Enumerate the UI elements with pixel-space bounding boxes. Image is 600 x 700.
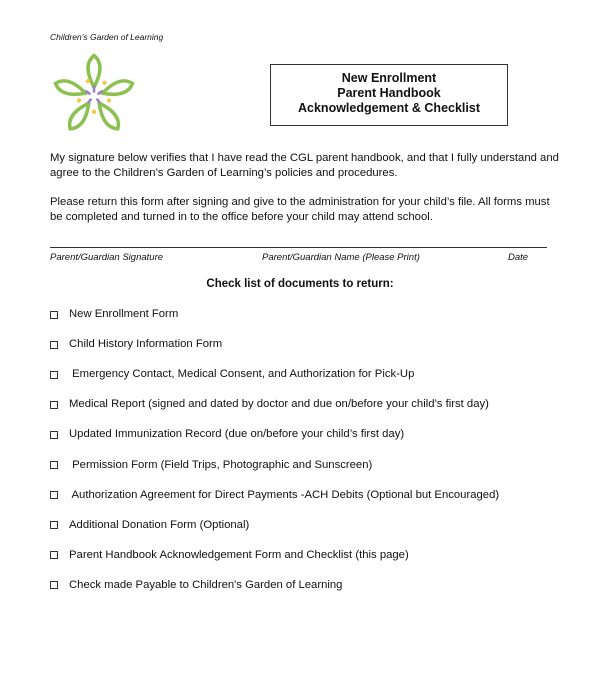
checklist-item (50, 489, 499, 501)
checklist-item-label: Child History Information Form (69, 338, 223, 351)
name-label: Parent/Guardian Name (Please Print) (262, 252, 420, 263)
checkbox[interactable] (50, 551, 58, 559)
return-instructions-paragraph: Please return this form after signing and give to the administration for your child’s file. All forms must be completed and turned in to the office before your child may attend school. (50, 196, 550, 223)
checkbox[interactable] (50, 461, 58, 469)
checklist-item (50, 308, 178, 320)
checklist-item-label: Check made Payable to Children's Garden of Learning (69, 578, 343, 591)
checklist-item (50, 428, 404, 440)
checklist-heading: Check list of documents to return: (206, 278, 394, 290)
title-line-3: Acknowledgement & Checklist (298, 101, 480, 115)
checklist-item (50, 368, 414, 380)
form-title-box (270, 64, 508, 126)
checklist-item-label: Authorization Agreement for Direct Payments -ACH Debits (Optional but Encouraged) (69, 488, 500, 501)
checkbox[interactable] (50, 401, 58, 409)
checklist-item (50, 338, 222, 350)
flower-logo (48, 52, 140, 140)
signature-label: Parent/Guardian Signature (50, 252, 164, 263)
checkbox[interactable] (50, 491, 58, 499)
title-line-2: Parent Handbook (337, 86, 441, 100)
checklist-item-label: Permission Form (Field Trips, Photographic and Sunscreen) (69, 458, 373, 471)
checklist-item (50, 459, 372, 471)
organization-name: Children’s Garden of Learning (50, 32, 164, 42)
checklist-item (50, 519, 249, 531)
checkbox[interactable] (50, 581, 58, 589)
checklist-item-label: Medical Report (signed and dated by doctor and due on/before your child’s first day) (69, 398, 489, 411)
checkbox[interactable] (50, 311, 58, 319)
checkbox[interactable] (50, 521, 58, 529)
date-label: Date (508, 252, 529, 263)
checklist-item-label: Parent Handbook Acknowledgement Form and Checklist (this page) (69, 548, 409, 561)
checkbox[interactable] (50, 431, 58, 439)
checklist-item-label: Emergency Contact, Medical Consent, and Authorization for Pick-Up (69, 368, 415, 381)
checklist-item-label: New Enrollment Form (69, 308, 179, 320)
agreement-paragraph: My signature below verifies that I have read the CGL parent handbook, and that I fully understand and agree to the Children’s Garden of Learning’s policies and procedures. (50, 152, 559, 179)
checkbox[interactable] (50, 371, 58, 379)
checkbox[interactable] (50, 341, 58, 349)
checklist-item (50, 579, 342, 591)
signature-line[interactable] (50, 247, 547, 248)
checklist-item-label: Additional Donation Form (Optional) (69, 518, 250, 531)
checklist-item (50, 398, 489, 410)
checklist-item-label: Updated Immunization Record (due on/before your child’s first day) (69, 428, 405, 441)
title-line-1: New Enrollment (341, 71, 437, 85)
checklist-item (50, 549, 409, 561)
